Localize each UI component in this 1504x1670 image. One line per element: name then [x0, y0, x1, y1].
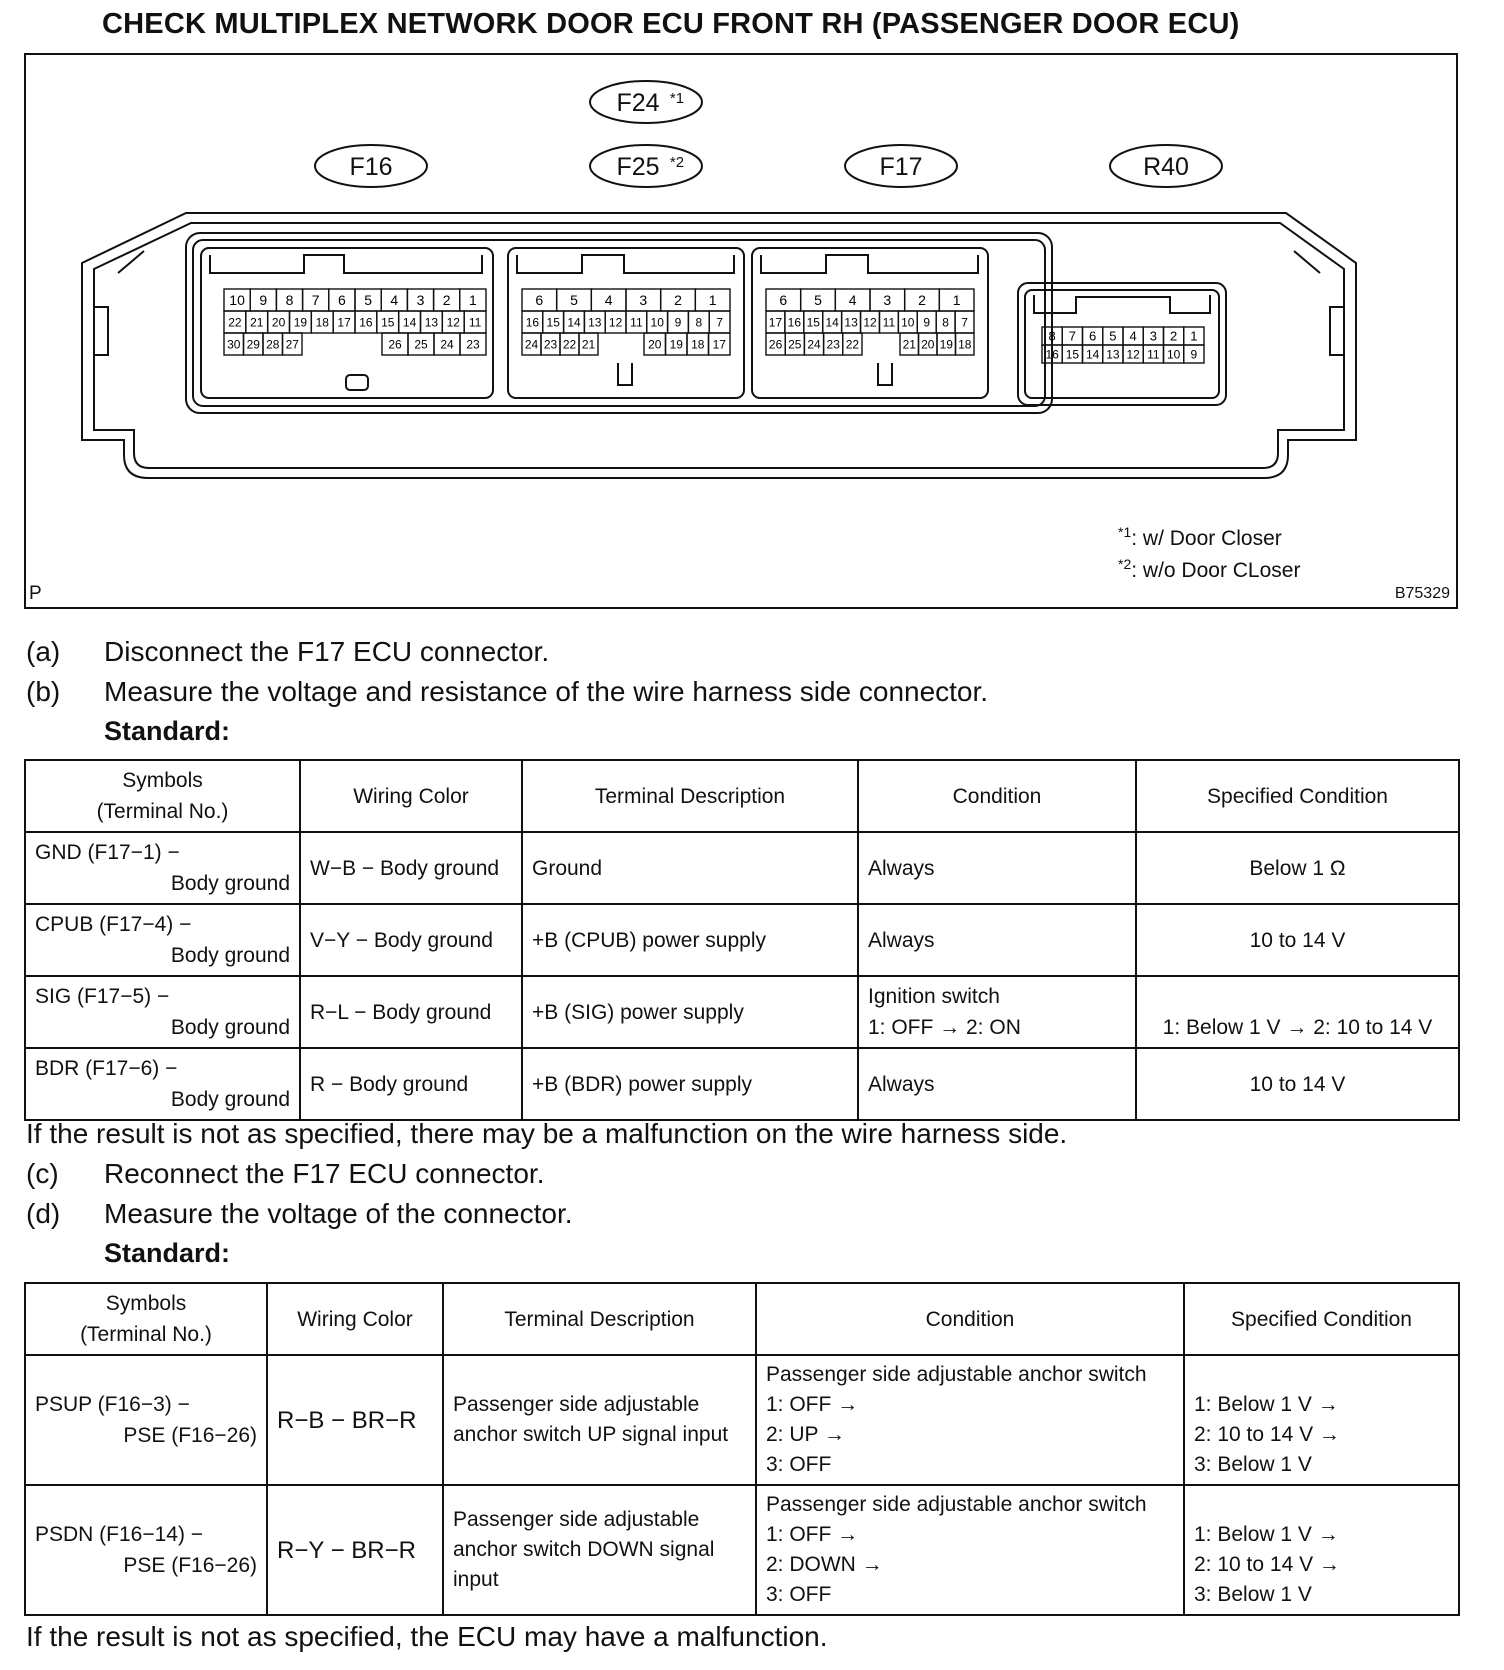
- f16-pin: 21: [250, 315, 264, 330]
- f16-pin: 16: [359, 315, 373, 330]
- r40-pin: 2: [1170, 328, 1178, 344]
- f17-pin: 1: [952, 292, 961, 309]
- f17-pin: 21: [902, 337, 916, 352]
- f25-pin: 5: [570, 292, 578, 309]
- r40-pin: 15: [1065, 347, 1080, 362]
- f16-pin: 1: [469, 292, 477, 309]
- f17-pin: 25: [788, 337, 802, 352]
- f17-pin: 3: [883, 292, 892, 309]
- f25-pin: 19: [669, 337, 683, 352]
- f16-pin: 5: [364, 292, 372, 309]
- f16-pin: 13: [424, 315, 439, 330]
- f25-pin: 20: [648, 337, 662, 352]
- f25-pin: 3: [639, 292, 648, 309]
- figure-id: B75329: [1394, 585, 1450, 602]
- f16-pin: 23: [466, 337, 480, 352]
- r40-pin: 10: [1166, 347, 1181, 362]
- f17-pin: 14: [825, 315, 839, 330]
- f25-pin: 12: [608, 315, 623, 330]
- footnote-2: $^{*2}$: w/o Door CLoser: [1118, 556, 1301, 582]
- header-condition: Condition: [756, 1283, 1184, 1355]
- table-row: SIG (F17−5) − Body ground R−L − Body ground +B (SIG) power supply Ignition switch 1: OFF → 2: ON 1: Below 1 V → 2: 10 to 14 V: [25, 976, 1459, 1048]
- f17-pin: 22: [845, 337, 860, 352]
- f16-pin: 22: [228, 315, 242, 330]
- f16-pin: 24: [440, 337, 454, 352]
- connector-diagram: [24, 53, 1458, 609]
- f25-pin: 11: [630, 315, 643, 330]
- f16-pin: 2: [442, 292, 451, 309]
- standard-table-1: [24, 759, 1460, 1121]
- f25-pin: 6: [535, 292, 544, 309]
- r40-pin: 16: [1045, 347, 1059, 362]
- f25-pin: 9: [674, 315, 682, 330]
- r40-pin: 1: [1190, 328, 1198, 344]
- f25-pin: 16: [525, 315, 540, 330]
- r40-pin: 12: [1126, 347, 1140, 362]
- step-d: (d) Measure the voltage of the connector.: [26, 1198, 573, 1229]
- standard-heading-1: Standard:: [104, 716, 231, 746]
- figure-corner-label: P: [29, 583, 42, 604]
- r40-pin: 9: [1190, 347, 1198, 362]
- table-row: PSDN (F16−14) − PSE (F16−26) R−Y − BR−R Passenger side adjustable anchor switch DOWN signal input Passenger side adjustable anchor switch 1: OFF → 2: DOWN → 3: OFF 1: Below 1 V → 2: 10 to 14 V → 3: Below 1 V: [25, 1485, 1459, 1615]
- table-row: GND (F17−1) − Body ground W−B − Body ground Ground Always Below 1 Ω: [25, 832, 1459, 904]
- step-b: (b) Measure the voltage and resistance of the wire harness side connector.: [26, 676, 989, 707]
- f17-pin: 13: [844, 315, 858, 330]
- r40-pin: 3: [1149, 328, 1157, 344]
- f16-pin: 25: [414, 337, 428, 352]
- header-specified-condition: Specified Condition: [1184, 1283, 1459, 1355]
- header-condition: Condition: [858, 760, 1136, 832]
- f16-pin: 12: [446, 315, 460, 330]
- f16-pin: 9: [259, 292, 268, 309]
- r40-pin: 4: [1129, 328, 1137, 344]
- header-wiring-color: Wiring Color: [267, 1283, 443, 1355]
- f25-pin: 2: [674, 292, 682, 309]
- f25-pin: 14: [567, 315, 581, 330]
- f16-pin: 30: [227, 337, 241, 352]
- table-row: PSUP (F16−3) − PSE (F16−26) R−B − BR−R Passenger side adjustable anchor switch UP signal input Passenger side adjustable anchor switch 1: OFF → 2: UP → 3: OFF 1: Below 1 V → 2: 10 to 14 V → 3: Below 1 V: [25, 1355, 1459, 1485]
- header-wiring-color: Wiring Color: [300, 760, 522, 832]
- r40-pin: 6: [1089, 328, 1097, 344]
- f16-pin: 28: [266, 337, 280, 352]
- f25-pin: 1: [708, 292, 717, 309]
- f17-pin: 20: [921, 337, 935, 352]
- f25-pin: 7: [716, 315, 723, 330]
- f25-pin: 8: [695, 315, 703, 330]
- f17-pin: 17: [768, 315, 783, 330]
- table-header-row: [25, 760, 1459, 832]
- r40-pin: 5: [1109, 328, 1117, 344]
- f16-label: F16: [349, 153, 393, 181]
- f16-pin: 6: [338, 292, 346, 309]
- f17-pin: 12: [863, 315, 877, 330]
- f17-pin: 7: [961, 315, 968, 330]
- f17-pin: 2: [918, 292, 926, 309]
- f17-pin: 24: [807, 337, 821, 352]
- r40-pin: 14: [1085, 347, 1100, 362]
- header-terminal-description: Terminal Description: [522, 760, 858, 832]
- header-symbols: Symbols (Terminal No.): [25, 760, 300, 832]
- header-symbols: Symbols (Terminal No.): [25, 1283, 267, 1355]
- f17-pin: 16: [787, 315, 802, 330]
- f17-pin: 11: [882, 315, 896, 330]
- f25-pin: 13: [588, 315, 602, 330]
- pin-grid: [224, 289, 1204, 363]
- f16-pin: 27: [285, 337, 299, 352]
- f16-pin: 19: [293, 315, 308, 330]
- f17-pin: 23: [826, 337, 840, 352]
- r40-pin: 8: [1048, 328, 1056, 344]
- f25-label: F25: [616, 153, 660, 181]
- f16-pin: 4: [390, 292, 399, 309]
- f16-pin: 11: [468, 315, 482, 330]
- f25-pin: 18: [691, 337, 705, 352]
- f17-pin: 8: [942, 315, 949, 330]
- standard-heading-2: Standard:: [104, 1238, 231, 1268]
- header-terminal-description: Terminal Description: [443, 1283, 756, 1355]
- f17-label: F17: [879, 153, 923, 181]
- footnote-1: $^{*1}$: w/ Door Closer: [1118, 524, 1282, 550]
- page-title: CHECK MULTIPLEX NETWORK DOOR ECU FRONT RH (PASSENGER DOOR ECU): [102, 8, 1240, 40]
- f17-pin: 4: [848, 292, 857, 309]
- r40-pin: 11: [1147, 347, 1160, 362]
- f25-pin: 4: [604, 292, 613, 309]
- f17-pin: 26: [768, 337, 783, 352]
- f25-pin: 10: [650, 315, 664, 330]
- f17-pin: 5: [814, 292, 822, 309]
- f16-pin: 8: [285, 292, 294, 309]
- f24-label: F24: [616, 89, 660, 117]
- f16-pin: 29: [246, 337, 260, 352]
- table-row: BDR (F17−6) − Body ground R − Body ground +B (BDR) power supply Always 10 to 14 V: [25, 1048, 1459, 1120]
- r40-pin: 13: [1106, 347, 1120, 362]
- f16-pin: 7: [311, 292, 320, 309]
- f16-pin: 14: [402, 315, 417, 330]
- f16-pin: 20: [271, 315, 286, 330]
- f25-pin: 22: [562, 337, 577, 352]
- result-note-1: If the result is not as specified, there may be a malfunction on the wire harness side.: [26, 1118, 1068, 1149]
- f16-pin: 15: [381, 315, 395, 330]
- table-row: CPUB (F17−4) − Body ground V−Y − Body ground +B (CPUB) power supply Always 10 to 14 V: [25, 904, 1459, 976]
- f17-pin: 6: [779, 292, 788, 309]
- f25-pin: 15: [546, 315, 560, 330]
- f17-pin: 10: [901, 315, 915, 330]
- f25-pin: 21: [581, 337, 596, 352]
- r40-pin: 7: [1068, 328, 1076, 344]
- f17-pin: 15: [806, 315, 820, 330]
- f16-pin: 26: [388, 337, 402, 352]
- f25-pin: 24: [524, 337, 539, 352]
- f25-pin: 23: [543, 337, 558, 352]
- table-header-row: [25, 1283, 1459, 1355]
- f24-footnote-mark: *1: [669, 90, 685, 107]
- header-specified-condition: Specified Condition: [1136, 760, 1459, 832]
- f16-pin: 3: [416, 292, 425, 309]
- f25-pin: 17: [712, 337, 726, 352]
- f17-pin: 18: [958, 337, 972, 352]
- r40-label: R40: [1143, 153, 1189, 181]
- f16-pin: 10: [229, 292, 245, 309]
- step-a: (a) Disconnect the F17 ECU connector.: [26, 636, 550, 667]
- f17-pin: 9: [923, 315, 931, 330]
- standard-table-2: [24, 1282, 1460, 1616]
- f25-footnote-mark: *2: [669, 154, 685, 171]
- f17-pin: 19: [939, 337, 953, 352]
- f16-pin: 18: [315, 315, 329, 330]
- result-note-2: If the result is not as specified, the ECU may have a malfunction.: [26, 1621, 828, 1652]
- f16-pin: 17: [337, 315, 351, 330]
- step-c: (c) Reconnect the F17 ECU connector.: [26, 1158, 545, 1189]
